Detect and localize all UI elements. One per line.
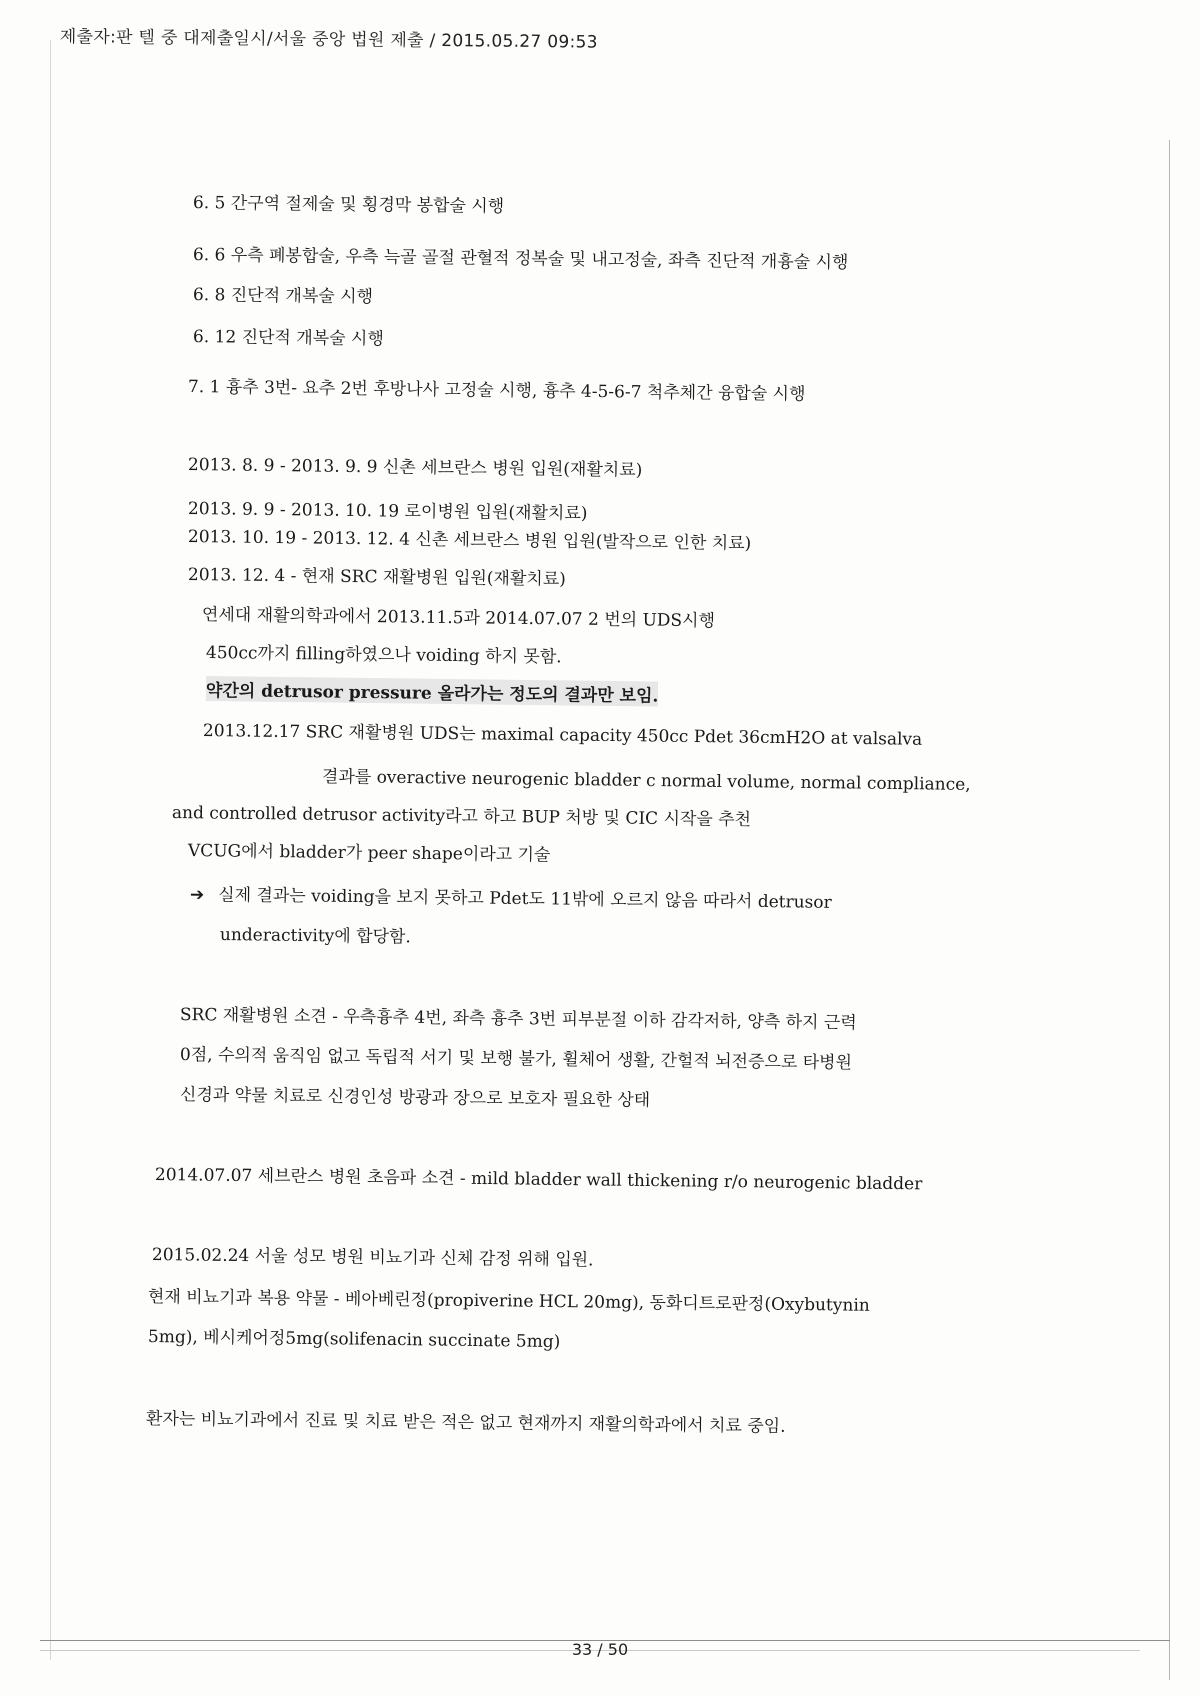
line-overactive: 결과를 overactive neurogenic bladder c normal volume, normal compliance,: [321, 767, 971, 795]
line-6-12: 6. 12 진단적 개복술 시행: [192, 327, 384, 350]
line-admission-1: 2013. 8. 9 - 2013. 9. 9 신촌 세브란스 병원 입원(재활치료): [187, 455, 643, 481]
line-seoul-st-mary: 2015.02.24 서울 성모 병원 비뇨기과 신체 감정 위해 입원.: [151, 1245, 594, 1271]
submitter-text: 제출자:판 텔 중 대제출일시/서울 중앙 법원 제출 / 2015.05.27 09:53: [59, 26, 598, 53]
line-actual-result: [190, 880, 832, 913]
line-underactivity: underactivity에 합당함.: [219, 925, 411, 948]
line-src-finding-3: 신경과 약물 치료로 신경인성 방광과 장으로 보호자 필요한 상태: [179, 1085, 651, 1111]
line-6-6: 6. 6 우측 폐봉합술, 우측 늑골 골절 관혈적 정복술 및 내고정술, 좌측 진단적 개흉술 시행: [192, 245, 849, 274]
line-medication-2: 5mg), 베시케어정5mg(solifenacin succinate 5mg): [147, 1327, 561, 1353]
line-src-finding-1: SRC 재활병원 소견 - 우측흉추 4번, 좌측 흉추 3번 피부분절 이하 감각저하, 양측 하지 근력: [179, 1005, 857, 1034]
submission-header: [60, 22, 1140, 58]
arrow-icon: ➔: [189, 885, 205, 906]
line-6-8: 6. 8 진단적 개복술 시행: [192, 285, 374, 308]
line-filling: 450cc까지 filling하였으나 voiding 하지 못함.: [205, 643, 562, 668]
line-src-finding-2: 0점, 수의적 움직임 없고 독립적 서기 및 보행 불가, 휠체어 생활, 간헐적 뇌전증으로 타병원: [179, 1045, 853, 1074]
line-vcug: VCUG에서 bladder가 peer shape이라고 기술: [187, 841, 551, 866]
line-medication-1: 현재 비뇨기과 복용 약물 - 베아베린정(propiverine HCL 20mg), 동화디트로판정(Oxybutynin: [147, 1287, 870, 1316]
line-ultrasound: 2014.07.07 세브란스 병원 초음파 소견 - mild bladder wall thickening r/o neurogenic bladder: [154, 1165, 923, 1195]
line-uds-yonsei: 연세대 재활의학과에서 2013.11.5과 2014.07.07 2 번의 UDS시행: [201, 605, 716, 632]
line-admission-2: 2013. 9. 9 - 2013. 10. 19 로이병원 입원(재활치료): [187, 499, 588, 524]
scan-edge-left: [50, 40, 51, 1660]
line-controlled: and controlled detrusor activity라고 하고 BUP 처방 및 CIC 시작을 추천: [171, 803, 752, 831]
line-7-1: 7. 1 흉추 3번- 요추 2번 후방나사 고정술 시행, 흉추 4-5-6-7 척추체간 융합술 시행: [187, 377, 806, 405]
line-admission-4: 2013. 12. 4 - 현재 SRC 재활병원 입원(재활치료): [187, 565, 566, 590]
line-admission-3: 2013. 10. 19 - 2013. 12. 4 신촌 세브란스 병원 입원(발작으로 인한 치료): [187, 527, 752, 554]
page-number: 33 / 50: [571, 1640, 629, 1659]
line-src-uds: 2013.12.17 SRC 재활병원 UDS는 maximal capacity 450cc Pdet 36cmH2O at valsalva: [202, 721, 923, 750]
scan-edge-right: [1169, 140, 1170, 1680]
line-detrusor-pressure: 약간의 detrusor pressure 올라가는 정도의 결과만 보임.: [206, 676, 659, 707]
actual-result-text: 실제 결과는 voiding을 보지 못하고 Pdet도 11밖에 오르지 않음 따라서 detrusor: [218, 885, 832, 913]
line-conclusion: 환자는 비뇨기과에서 진료 및 치료 받은 적은 없고 현재까지 재활의학과에서 치료 중임.: [145, 1409, 786, 1437]
line-6-5: 6. 5 간구역 절제술 및 횡경막 봉합술 시행: [192, 193, 505, 217]
